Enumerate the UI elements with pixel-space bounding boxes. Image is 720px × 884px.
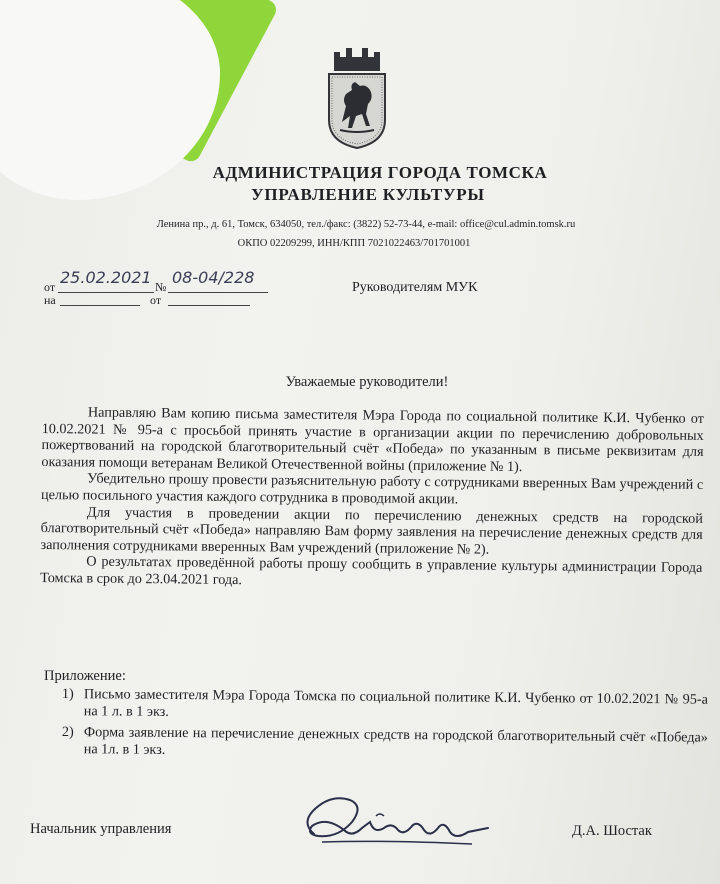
reply-date-label: от xyxy=(150,293,162,307)
attachment-item xyxy=(62,724,708,764)
signer-role: Начальник управления xyxy=(30,821,172,837)
registration-codes: ОКПО 02209299, ИНН/КПП 7021022463/701701001 xyxy=(237,238,471,249)
paragraph: Убедительно прошу провести разъяснительную работу с сотрудниками вверенных Вам учреждений с целью посильного участия каждого сотрудника в проводимой акции. xyxy=(40,470,704,508)
reply-number-underline xyxy=(60,305,140,306)
signer-name: Д.А. Шостак xyxy=(572,823,652,839)
attachment-item xyxy=(62,686,708,726)
reply-date-underline xyxy=(168,305,250,306)
handwritten-signature-icon xyxy=(292,782,492,862)
tomsk-coat-of-arms-icon xyxy=(322,44,392,152)
handwritten-number: 08-04/228 xyxy=(172,268,255,287)
organization-name: АДМИНИСТРАЦИЯ ГОРОДА ТОМСКА xyxy=(212,163,548,182)
handwritten-date: 25.02.2021 xyxy=(60,268,152,287)
date-underline xyxy=(58,292,154,293)
number-label: № xyxy=(155,280,167,294)
number-underline xyxy=(168,292,268,293)
attachment-text: Письмо заместителя Мэра Города Томска по социальной политике К.И. Чубенко от 10.02.2021 № 95-а на 1 л. в 1 экз. xyxy=(83,686,708,720)
date-label: от xyxy=(44,280,56,294)
paragraph: Для участия в проведении акции по перечислению денежных средств на городской благотворительный счёт «Победа» направляю Вам форму заявления на перечисление денежных средств для заполнения сотрудниками вверенных Вам учреждений (приложение № 2). xyxy=(40,504,703,558)
addressee: Руководителям МУК xyxy=(352,280,478,295)
attachment-number: 1) xyxy=(61,686,74,703)
paragraph: Направляю Вам копию письма заместителя Мэра Города по социальной политике К.И. Чубенко от 10.02.2021 № 95-а с просьбой принять участие в организации акции по перечислению добровольных пожертвований на городской благотворительный счёт «Победа» по указанным в письме реквизитам для оказания помощи ветеранам Великой Отечественной войны (приложение № 1). xyxy=(41,404,704,475)
attachment-text: Форма заявление на перечисление денежных средств на городской благотворительный счёт «Победа» на 1л. в 1 экз. xyxy=(83,724,708,758)
letter-body xyxy=(40,404,704,593)
attachment-number: 2) xyxy=(61,724,74,741)
department-name: УПРАВЛЕНИЕ КУЛЬТУРЫ xyxy=(251,185,485,204)
contact-address: Ленина пр., д. 61, Томск, 634050, тел./факс: (3822) 52-73-44, e-mail: office@cul.admin.tomsk.ru xyxy=(156,219,576,230)
paragraph: О результатах проведённой работы прошу сообщить в управление культуры администрации Города Томска в срок до 23.04.2021 года. xyxy=(40,553,703,589)
attachments-title: Приложение: xyxy=(44,668,126,684)
greeting: Уважаемые руководители! xyxy=(285,374,449,390)
reply-to-label: на xyxy=(44,293,56,307)
